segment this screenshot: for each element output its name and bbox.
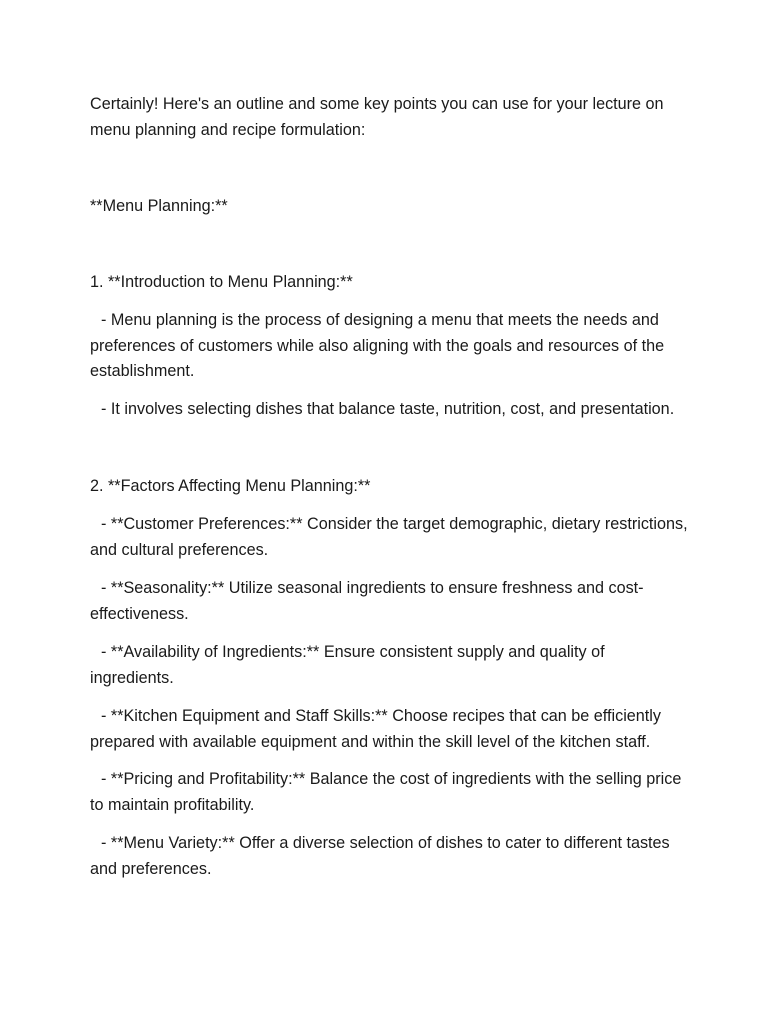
item-2-bullet-5: - **Pricing and Profitability:** Balance the cost of ingredients with the selling price to maintain profitability. — [90, 770, 682, 814]
intro-paragraph: Certainly! Here's an outline and some key points you can use for your lecture on menu planning and recipe formulation: — [90, 95, 664, 139]
item-2-heading: 2. **Factors Affecting Menu Planning:** — [90, 477, 371, 495]
item-2-bullet-3: - **Availability of Ingredients:** Ensure consistent supply and quality of ingredients. — [90, 643, 605, 687]
item-2-bullet-4: - **Kitchen Equipment and Staff Skills:** Choose recipes that can be efficiently prepared with available equipment and within the skill level of the kitchen staff. — [90, 707, 661, 751]
item-2-bullet-1: - **Customer Preferences:** Consider the target demographic, dietary restrictions, and cultural preferences. — [90, 515, 688, 559]
item-2-bullet-2: - **Seasonality:** Utilize seasonal ingredients to ensure freshness and cost-effectiveness. — [90, 579, 644, 623]
section-heading: **Menu Planning:** — [90, 197, 228, 215]
item-1-bullet-1: - Menu planning is the process of designing a menu that meets the needs and preferences of customers while also aligning with the goals and resources of the establishment. — [90, 311, 665, 380]
item-1-heading: 1. **Introduction to Menu Planning:** — [90, 273, 353, 291]
item-2-bullet-6: - **Menu Variety:** Offer a diverse selection of dishes to cater to different tastes and preferences. — [90, 834, 670, 878]
item-1-bullet-2: - It involves selecting dishes that balance taste, nutrition, cost, and presentation. — [101, 400, 675, 418]
